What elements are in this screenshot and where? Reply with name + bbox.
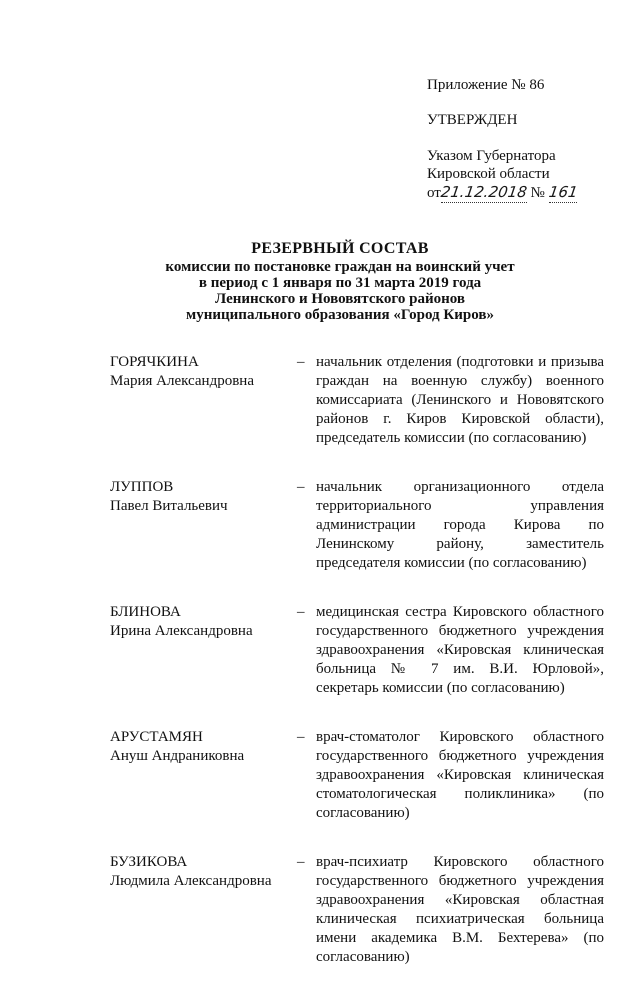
member-role: врач-психиатр Кировского областного государственного бюджетного учреждения здравоохранения «Кировская областная клиническая психиатрическая больница имени академика В.М. Бехтерева» (по согласованию) xyxy=(316,854,604,965)
member-role: врач-стоматолог Кировского областного государственного бюджетного учреждения здравоохранения «Кировская клиническая стоматологическая поликлиника» (по согласованию) xyxy=(316,729,604,821)
handwritten-number: 161 xyxy=(547,183,579,201)
member-dash: – xyxy=(297,729,305,745)
member-entry xyxy=(110,853,610,967)
date-blank xyxy=(441,183,527,203)
title-line-4: муниципального образования «Город Киров» xyxy=(186,307,494,323)
member-role: начальник организационного отдела территориального управления администрации города Кирова по Ленинскому району, заместитель председателя комиссии (по согласованию) xyxy=(316,479,604,571)
member-entry xyxy=(110,728,610,823)
decree-date-line xyxy=(427,183,627,203)
title-main: РЕЗЕРВНЫЙ СОСТАВ xyxy=(251,240,429,257)
member-name xyxy=(110,603,285,641)
member-role: начальник отделения (подготовки и призыва граждан на военную службу) военного комиссариата (Ленинского и Нововятского районов г. Киров Кировской области), председатель комиссии (по согласованию) xyxy=(316,354,604,446)
member-given-name: Ирина Александровна xyxy=(110,623,253,639)
member-given-name: Мария Александровна xyxy=(110,373,254,389)
member-name xyxy=(110,728,285,766)
member-surname: ГОРЯЧКИНА xyxy=(110,354,199,370)
member-dash: – xyxy=(297,354,305,370)
member-dash: – xyxy=(297,479,305,495)
decree-line-1: Указом Губернатора xyxy=(427,148,556,164)
member-given-name: Людмила Александровна xyxy=(110,873,272,889)
member-given-name: Ануш Андраниковна xyxy=(110,748,245,764)
appendix-number: Приложение № 86 xyxy=(427,77,545,93)
member-surname: БУЗИКОВА xyxy=(110,854,188,870)
member-entry xyxy=(110,353,610,448)
member-entry xyxy=(110,478,610,573)
number-prefix: № xyxy=(530,185,545,201)
title-line-2: в период с 1 января по 31 марта 2019 года xyxy=(198,275,482,291)
approved-stamp-text: УТВЕРЖДЕН xyxy=(427,112,518,128)
member-entry xyxy=(110,603,610,698)
members-list xyxy=(110,353,610,997)
date-prefix: от xyxy=(427,185,441,201)
member-name xyxy=(110,478,285,516)
member-surname: АРУСТАМЯН xyxy=(110,729,203,745)
title-line-1: комиссии по постановке граждан на воинский учет xyxy=(165,259,515,275)
approval-block xyxy=(427,76,627,203)
member-role: медицинская сестра Кировского областного государственного бюджетного учреждения здравоохранения «Кировская клиническая больница № 7 им. В.И. Юрловой», секретарь комиссии (по согласованию) xyxy=(316,604,604,696)
member-surname: БЛИНОВА xyxy=(110,604,181,620)
member-given-name: Павел Витальевич xyxy=(110,498,228,514)
handwritten-date: 21.12.2018 xyxy=(439,183,529,201)
member-name xyxy=(110,853,285,891)
decree-line-2: Кировской области xyxy=(427,166,550,182)
member-dash: – xyxy=(297,854,305,870)
document-title xyxy=(60,239,620,323)
member-name xyxy=(110,353,285,391)
title-line-3: Ленинского и Нововятского районов xyxy=(215,291,465,307)
member-surname: ЛУППОВ xyxy=(110,479,174,495)
member-dash: – xyxy=(297,604,305,620)
number-blank xyxy=(549,183,578,203)
